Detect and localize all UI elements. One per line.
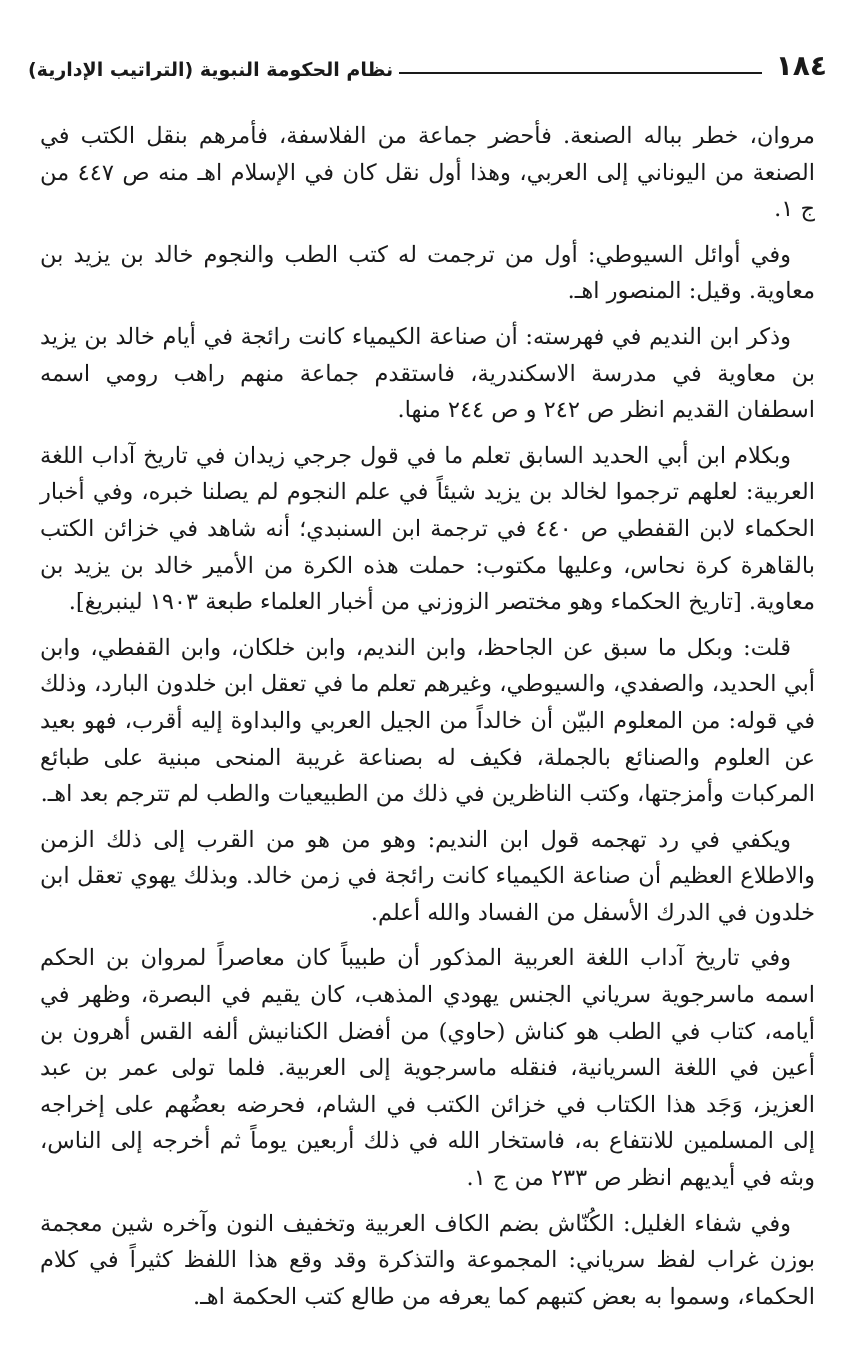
running-header bbox=[28, 40, 827, 80]
paragraph-continuation: مروان، خطر بباله الصنعة. فأحضر جماعة من الفلاسفة، فأمرهم بنقل الكتب في الصنعة من اليوناني إلى العربي، وهذا أول نقل كان في الإسلام اهـ منه ص ٤٤٧ من ج ١. bbox=[40, 123, 815, 223]
book-title: نظام الحكومة النبوية (التراتيب الإدارية) bbox=[28, 59, 394, 81]
page-number: ١٨٤ bbox=[775, 49, 827, 82]
paragraph-masarjawayh: وفي تاريخ آداب اللغة العربية المذكور أن طبيباً كان معاصراً لمروان بن الحكم اسمه ماسرجوية سرياني الجنس يهودي المذهب، كان يقيم في البصرة، وظهر في أيامه، كتاب في الطب هو كناش (حاوي) من أفضل الكنانيش ألفه القس أهرون بن أعين في اللغة السريانية، فنقله ماسرجوية إلى العربية. فلما تولى عمر بن عبد العزيز، وَجَد هذا الكتاب في خزائن الكتب في الشام، فحرضه بعضُهم على إخراجه إلى المسلمين للانتفاع به، فاستخار الله في ذلك أربعين يوماً ثم أخرجه إلى الناس، وبثه في أيديهم انظر ص ٢٣٣ من ج ١. bbox=[40, 945, 815, 1192]
paragraph-rebuttal: ويكفي في رد تهجمه قول ابن النديم: وهو من هو من القرب إلى ذلك الزمن والاطلاع العظيم أن صناعة الكيمياء كانت رائجة في زمن خالد. وبذلك يهوي تعقل ابن خلدون في الدرك الأسفل من الفساد والله أعلم. bbox=[40, 826, 815, 926]
paragraph-ibn-abi-al-hadid: وبكلام ابن أبي الحديد السابق تعلم ما في قول جرجي زيدان في تاريخ آداب اللغة العربية: لعلهم ترجموا لخالد بن يزيد شيئاً في علم النجوم لم يصلنا خبره، وفي أخبار الحكماء لابن القفطي ص ٤٤٠ في ترجمة ابن السنبدي؛ أنه شاهد في خزائن الكتب بالقاهرة كرة نحاس، وعليها مكتوب: حملت هذه الكرة من الأمير خالد بن يزيد بن معاوية. [تاريخ الحكماء وهو مختصر الزوزني من أخبار العلماء طبعة ١٩٠٣ لينبريغ]. bbox=[40, 442, 815, 616]
paragraph-qultu: قلت: وبكل ما سبق عن الجاحظ، وابن النديم، وابن خلكان، وابن القفطي، وابن أبي الحديد، والصفدي، والسيوطي، وغيرهم تعلم ما في تعقل ابن خلدون البارد، وذلك في قوله: من المعلوم البيّن أن خالداً من الجيل العربي والبداوة إليه أقرب، فهو بعيد عن العلوم والصنائع بالجملة، فكيف له بصناعة غريبة المنحى مبنية على طبائع المركبات وأمزجتها، وكتب الناظرين في ذلك من الطبيعيات والطب لم تترجم بعد اهـ. bbox=[40, 634, 815, 808]
paragraph-shifa-al-ghalil: وفي شفاء الغليل: الكُنّاش بضم الكاف العربية وتخفيف النون وآخره شين معجمة بوزن غراب لفظ سرياني: المجموعة والتذكرة وقد وقع هذا اللفظ كثيراً في كلام الحكماء، وسموا به بعض كتبهم كما يعرفه من طالع كتب الحكمة اهـ. bbox=[40, 1210, 815, 1310]
header-rule bbox=[399, 72, 762, 74]
paragraph-suyuti: وفي أوائل السيوطي: أول من ترجمت له كتب الطب والنجوم خالد بن يزيد بن معاوية. وقيل: المنصور اهـ. bbox=[40, 241, 815, 305]
body-text bbox=[40, 118, 815, 1324]
paragraph-ibn-nadim: وذكر ابن النديم في فهرسته: أن صناعة الكيمياء كانت رائجة في أيام خالد بن يزيد بن معاوية في مدرسة الاسكندرية، فاستقدم جماعة منهم راهب رومي اسمه اسطفان القديم انظر ص ٢٤٢ و ص ٢٤٤ منها. bbox=[40, 323, 815, 424]
